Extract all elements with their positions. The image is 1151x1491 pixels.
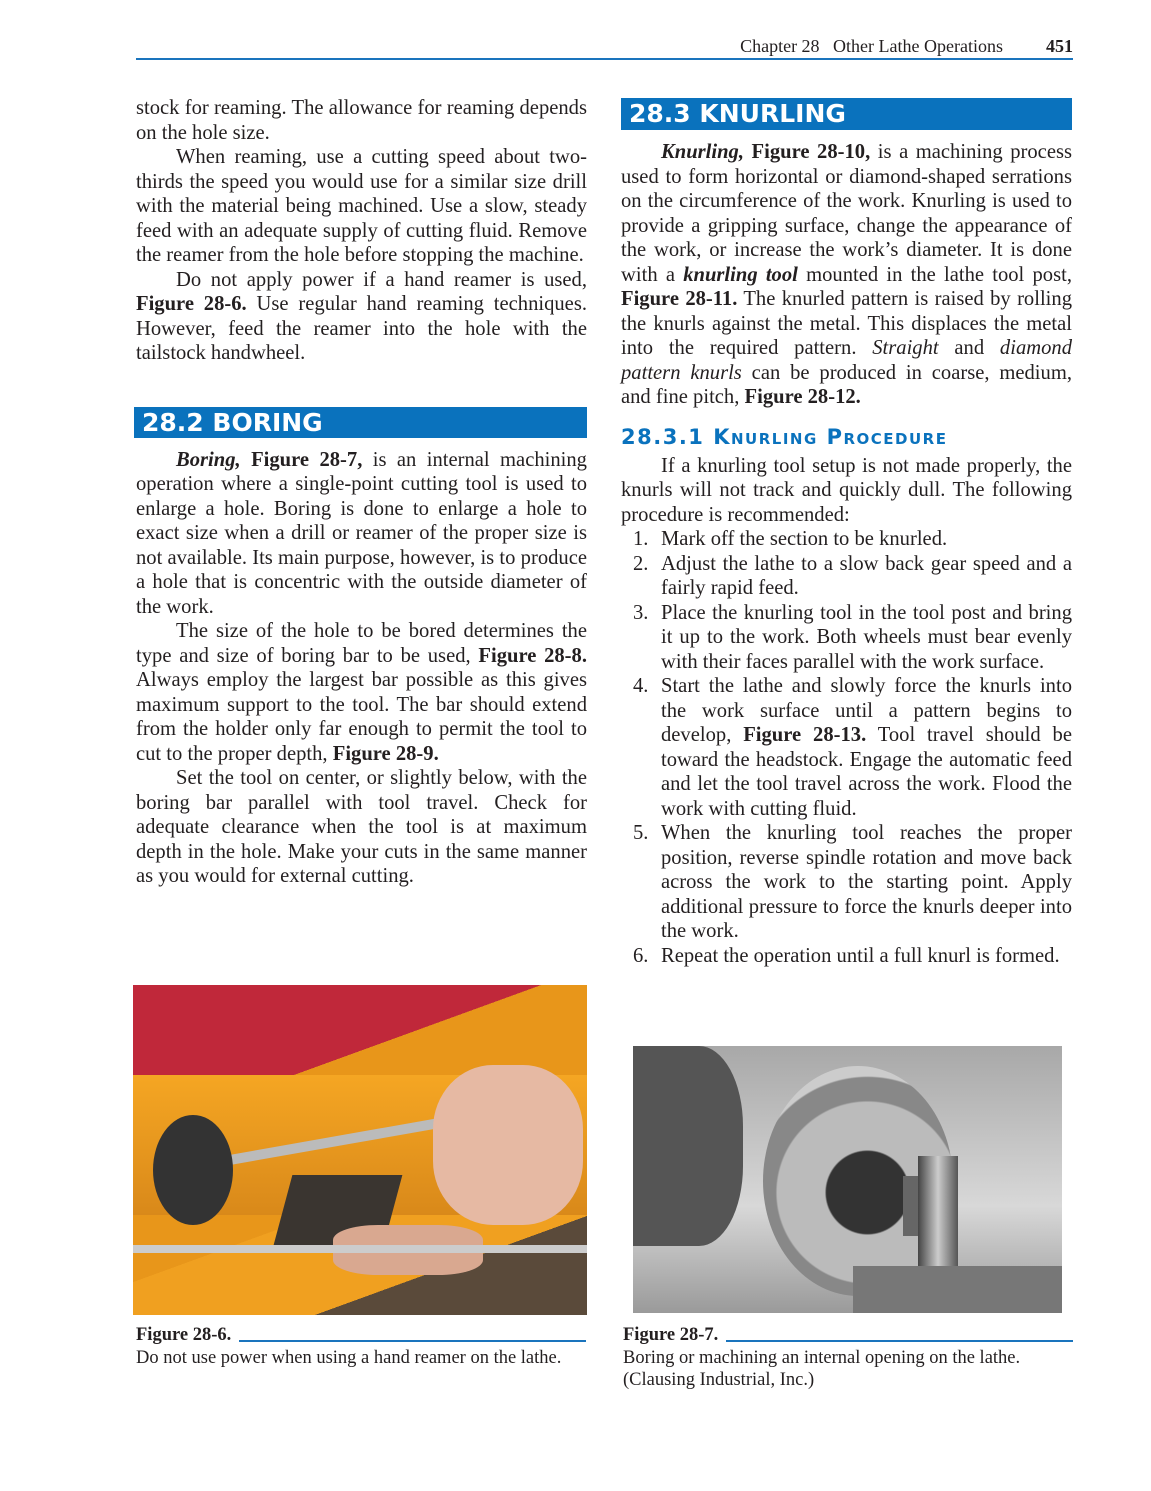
- text-run: [241, 449, 251, 471]
- bold-text: Figure 28-13.: [743, 724, 867, 746]
- step-number: 3.: [633, 601, 649, 624]
- figure-28-6-photo: [133, 985, 587, 1315]
- step-number: 5.: [633, 822, 649, 844]
- text-run: Start the lathe and slowly force the knurls into the work surface until a pattern begins to develop,: [661, 675, 1072, 746]
- section-heading-knurling: 28.3 KNURLING: [621, 98, 1072, 130]
- subsection-heading: 28.3.1 Knurling Procedure: [621, 424, 948, 449]
- text-run: and: [938, 337, 1000, 359]
- step-text: [661, 822, 1072, 942]
- text-run: is a machining process used to form horizontal or diamond-shaped serrations on the circumference of the work. Knurling is used to provide a gripping surface, change the appearance of the work, or increase the work’s diameter. It is done with a: [621, 141, 1072, 286]
- bold-text: Figure 28-7,: [251, 448, 363, 471]
- text-run: Tool travel should be toward the headstock. Engage the automatic feed and let the tool travel across the work. Flood the work with cutting fluid.: [661, 724, 1072, 820]
- text-run: can be produced in coarse, medium, and fine pitch,: [621, 361, 1072, 408]
- paragraph: [621, 454, 1072, 528]
- text-run: Do not apply power if a hand reamer is used,: [176, 268, 587, 291]
- procedure-step: [621, 552, 1072, 601]
- paragraph: [136, 145, 587, 268]
- caption-text: Do not use power when using a hand reamer on the lathe.: [136, 1347, 562, 1368]
- chapter-title: Chapter 28 Other Lathe Operations: [740, 36, 1003, 56]
- procedure-step: [621, 674, 1072, 821]
- paragraph: [136, 268, 587, 366]
- text-run: If a knurling tool setup is not made properly, the knurls will not track and quickly dull. The following procedure is recommended:: [621, 454, 1072, 526]
- bold-text: Figure 28-11.: [621, 288, 738, 310]
- left-column: [136, 96, 587, 889]
- caption-text: Boring or machining an internal opening on the lathe. (Clausing Industrial, Inc.): [623, 1347, 1021, 1390]
- figure-label: Figure 28-6.: [136, 1325, 232, 1345]
- text-run: Adjust the lathe to a slow back gear speed and a fairly rapid feed.: [661, 552, 1072, 599]
- bold-text: Figure 28-9.: [332, 742, 439, 765]
- text-run: Always employ the largest bar possible as this gives maximum support to the tool. The bar should extend from the holder only far enough to permit the tool to cut to the proper depth,: [136, 669, 587, 765]
- paragraph: [136, 619, 587, 766]
- running-header: [136, 36, 1073, 60]
- paragraph: [136, 448, 587, 620]
- paragraph: [136, 96, 587, 145]
- bold-text: Figure 28-10,: [751, 141, 871, 163]
- procedure-step: [621, 527, 1072, 552]
- text-run: stock for reaming. The allowance for reaming depends on the hole size.: [136, 97, 587, 144]
- text-run: Set the tool on center, or slightly below, with the boring bar parallel with tool travel. Check for adequate clearance when the tool is at maximum depth in the hole. Make your cuts in the same manner as you would for external cutting.: [136, 767, 587, 887]
- paragraph: [621, 140, 1072, 410]
- page-number: 451: [1046, 36, 1073, 56]
- text-run: Mark off the section to be knurled.: [661, 528, 948, 550]
- step-text: [661, 945, 1060, 967]
- italic-text: diamond pattern knurls: [621, 337, 1072, 384]
- text-run: is an internal machining operation where a single-point cutting tool is used to enlarge a hole. Boring is done to enlarge a hole to exact size when a drill or reamer of the proper size is not available. Its main purpose, however, is to produce a hole that is concentric with the outside diameter of the work.: [136, 448, 587, 618]
- step-number: 1.: [633, 528, 649, 550]
- bold-text: Boring,: [176, 448, 241, 471]
- procedure-list: [621, 527, 1072, 968]
- procedure-step: [621, 944, 1072, 969]
- text-run: mounted in the lathe tool post,: [797, 263, 1072, 286]
- step-number: 4.: [633, 675, 649, 697]
- bold-text: knurling tool: [683, 263, 798, 286]
- text-run: Use regular hand reaming techniques. However, feed the reamer into the hole with the tailstock handwheel.: [136, 293, 587, 364]
- right-column: [621, 98, 1072, 968]
- step-text: [661, 675, 1072, 820]
- paragraph: [136, 766, 587, 889]
- step-text: [661, 602, 1072, 673]
- step-text: [661, 553, 1072, 600]
- text-run: When the knurling tool reaches the proper position, reverse spindle rotation and move back across the work to the starting point. Apply additional pressure to force the knurls deeper into the work.: [661, 822, 1072, 942]
- figure-28-7-caption: [623, 1324, 1073, 1392]
- figure-28-7-photo: [633, 1046, 1062, 1313]
- figure-28-6-caption: [136, 1324, 586, 1369]
- procedure-step: [621, 601, 1072, 675]
- step-text: [661, 528, 947, 550]
- text-run: Place the knurling tool in the tool post and bring it up to the work. Both wheels must bear evenly with their faces parallel with the work surface.: [661, 601, 1072, 673]
- bold-text: Knurling,: [661, 141, 744, 163]
- bold-text: Figure 28-8.: [478, 644, 587, 667]
- italic-text: Straight: [872, 337, 939, 359]
- step-number: 2.: [633, 552, 649, 575]
- step-number: 6.: [633, 944, 649, 967]
- procedure-step: [621, 821, 1072, 944]
- figure-label: Figure 28-7.: [623, 1325, 719, 1345]
- bold-text: Figure 28-6.: [136, 293, 247, 315]
- bold-text: Figure 28-12.: [744, 386, 861, 408]
- text-run: The size of the hole to be bored determines the type and size of boring bar to be used,: [136, 620, 587, 667]
- text-run: Repeat the operation until a full knurl is formed.: [661, 944, 1060, 967]
- text-run: The knurled pattern is raised by rolling the knurls against the metal. This displaces the metal into the required pattern.: [621, 288, 1072, 359]
- text-run: [744, 141, 752, 163]
- text-run: When reaming, use a cutting speed about two-thirds the speed you would use for a similar size drill with the material being machined. Use a slow, steady feed with an adequate supply of cutting fluid. Remove the reamer from the hole before stopping the machine.: [136, 146, 587, 266]
- section-heading-boring: 28.2 BORING: [134, 407, 587, 438]
